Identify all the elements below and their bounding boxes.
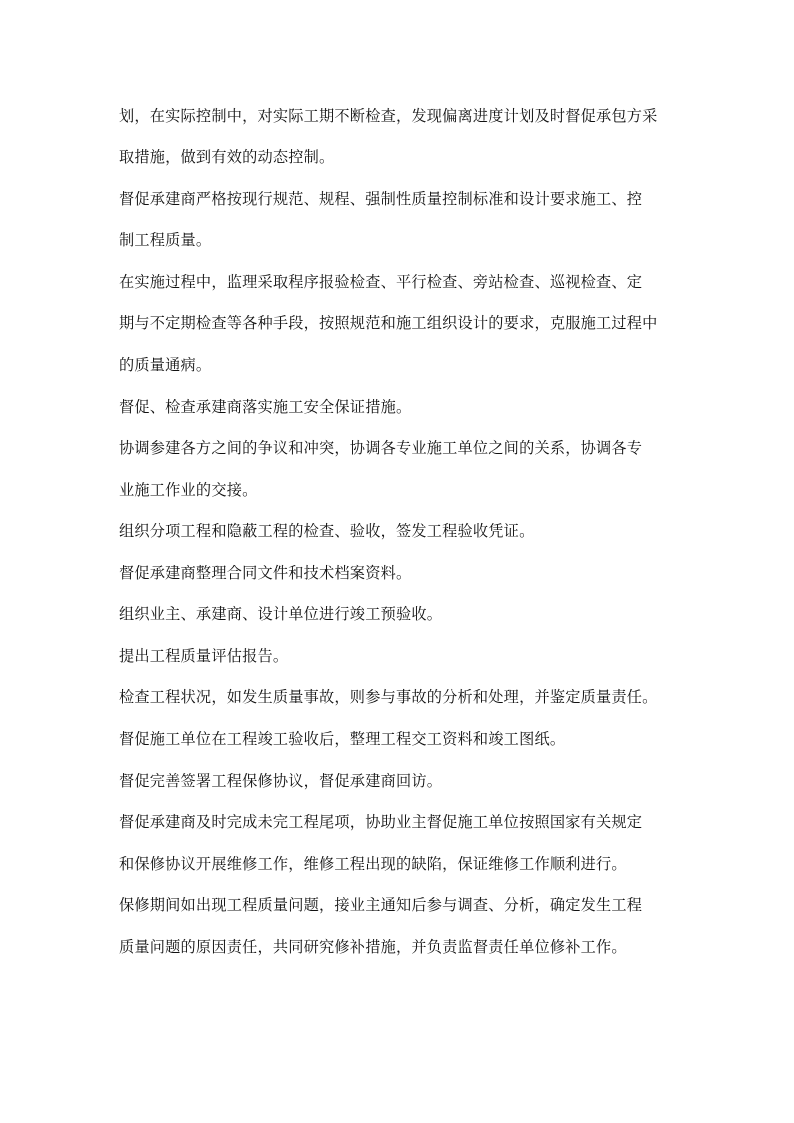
text-line: 的质量通病。 <box>119 356 212 374</box>
text-line: 组织业主、承建商、设计单位进行竣工预验收。 <box>119 605 443 623</box>
text-line: 制工程质量。 <box>119 231 212 249</box>
text-line: 和保修协议开展维修工作，维修工程出现的缺陷，保证维修工作顺利进行。 <box>119 855 627 873</box>
text-line: 督促承建商及时完成未完工程尾项，协助业主督促施工单位按照国家有关规定 <box>119 813 643 831</box>
text-line: 期与不定期检查等各种手段，按照规范和施工组织设计的要求，克服施工过程中 <box>119 314 658 332</box>
text-line: 取措施，做到有效的动态控制。 <box>119 148 335 166</box>
text-line: 在实施过程中，监理采取程序报验检查、平行检查、旁站检查、巡视检查、定 <box>119 273 643 291</box>
text-line: 划，在实际控制中，对实际工期不断检查，发现偏离进度计划及时督促承包方采 <box>119 107 658 125</box>
text-line: 业施工作业的交接。 <box>119 481 258 499</box>
text-line: 督促、检查承建商落实施工安全保证措施。 <box>119 398 412 416</box>
text-line: 督促承建商严格按现行规范、规程、强制性质量控制标准和设计要求施工、控 <box>119 190 643 208</box>
text-line: 组织分项工程和隐蔽工程的检查、验收，签发工程验收凭证。 <box>119 522 535 540</box>
text-line: 督促承建商整理合同文件和技术档案资料。 <box>119 564 412 582</box>
text-line: 检查工程状况，如发生质量事故，则参与事故的分析和处理，并鉴定质量责任。 <box>119 688 658 706</box>
text-line: 提出工程质量评估报告。 <box>119 647 289 665</box>
text-line: 保修期间如出现工程质量问题，接业主通知后参与调查、分析，确定发生工程 <box>119 896 643 914</box>
text-line: 督促完善签署工程保修协议，督促承建商回访。 <box>119 772 443 790</box>
text-line: 督促施工单位在工程竣工验收后，整理工程交工资料和竣工图纸。 <box>119 730 566 748</box>
text-line: 质量问题的原因责任，共同研究修补措施，并负责监督责任单位修补工作。 <box>119 938 627 956</box>
text-line: 协调参建各方之间的争议和冲突，协调各专业施工单位之间的关系，协调各专 <box>119 439 643 457</box>
